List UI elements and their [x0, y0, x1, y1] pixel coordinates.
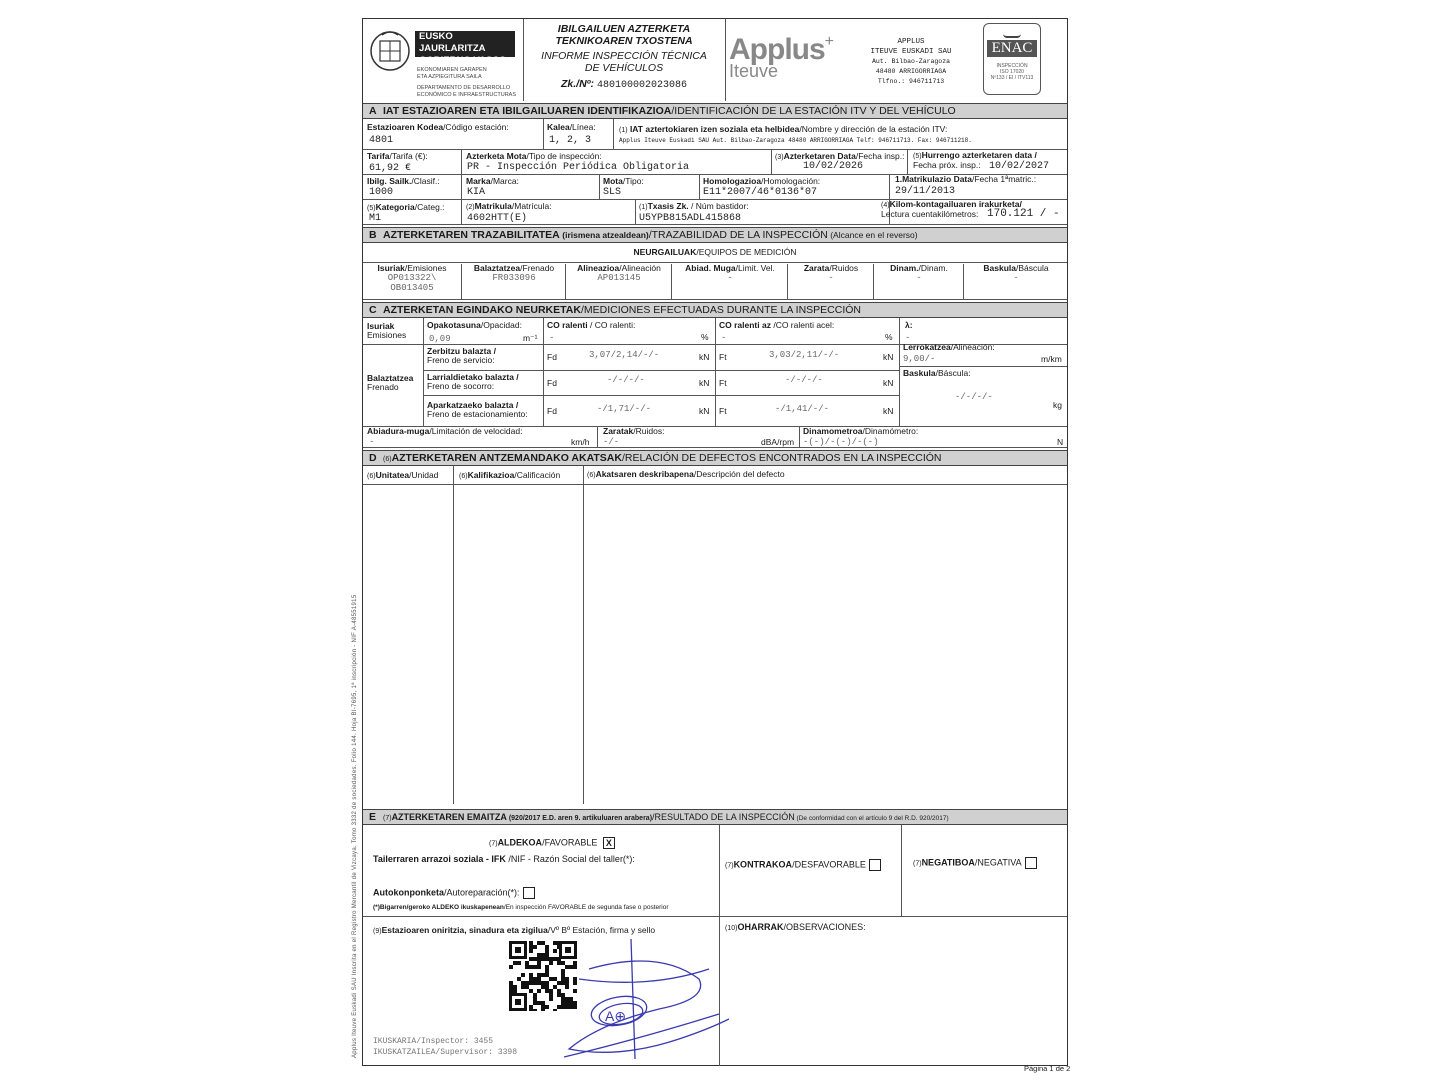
- defect-unit-header: (6)Unitatea/Unidad: [367, 470, 439, 480]
- insp-type-label: Azterketa Mota/Tipo de inspección:: [466, 151, 602, 161]
- type-label: Mota/Tipo:: [603, 176, 644, 186]
- applus-logo: [729, 33, 834, 82]
- basque-gov-logo-icon: [368, 27, 412, 73]
- emergency-fd-unit: kN: [699, 378, 710, 388]
- company4: 48480 ARRIGORRIAGA: [875, 68, 947, 75]
- co-acel-value: -: [721, 333, 727, 343]
- next-date-label: (5)Hurrengo azterketaren data / Fecha próx. insp.:: [913, 150, 1037, 170]
- scale-label: Baskula/Báscula:: [903, 368, 971, 378]
- dept2b: ECONÓMICO E INFRAESTRUCTURAS: [417, 92, 517, 98]
- title-es1: INFORME INSPECCIÓN TÉCNICA: [541, 50, 707, 62]
- service-ft-unit: kN: [883, 352, 894, 362]
- parking-ft-unit: kN: [883, 406, 894, 416]
- equipment-col-value1: FR033096: [492, 273, 536, 283]
- service-fd: Fd: [547, 352, 557, 362]
- observations-label: (10)OHARRAK/OBSERVACIONES:: [725, 922, 866, 932]
- section-e-sup: (7): [383, 815, 392, 822]
- plate-value: 4602HTT(E): [467, 213, 528, 224]
- equipment-col-label: Zarata/Ruidos: [803, 263, 859, 273]
- company2: ITEUVE EUSKADI SAU: [870, 48, 952, 56]
- class-label: Ibilg. Sailk./Clasif.:: [367, 176, 440, 186]
- equipment-col-value1: -: [828, 273, 834, 283]
- equipment-col-label: Alineazioa/Alineación: [577, 263, 661, 273]
- brake-label: Balaztatzea Frenado: [367, 373, 414, 392]
- emergency-ft: Ft: [719, 378, 727, 388]
- tariff-value: 61,92 €: [369, 163, 412, 174]
- applus-logo-text: Applus: [729, 33, 825, 66]
- noise-unit: dBA/rpm: [761, 437, 795, 447]
- emergency-fd-value: -/-/-/-: [607, 375, 645, 385]
- km-label: (4)Kilom-kontagailuaren irakurketa/ Lectura cuentakilómetros:: [881, 199, 1022, 219]
- applus-plus-icon: +: [824, 33, 835, 50]
- scale-unit: kg: [1053, 400, 1062, 410]
- section-b-title-small: (irismena atzealdean): [562, 230, 649, 240]
- dept2a: DEPARTAMENTO DE DESARROLLO: [417, 85, 511, 91]
- enac-crown-icon: [1003, 28, 1021, 38]
- title-eu2: TEKNIKOAREN TXOSTENA: [555, 35, 693, 47]
- class-value: 1000: [369, 187, 394, 198]
- parking-ft: Ft: [719, 406, 727, 416]
- section-b-subtitle-small: (Alcance en el reverso): [827, 230, 918, 240]
- section-b-subtitle: /TRAZABILIDAD DE LA INSPECCIÓN: [648, 229, 828, 241]
- enac-sub2: ISO 17020: [1000, 69, 1024, 75]
- dynamometer-value: -(-)/-(-)/-(-): [803, 437, 879, 447]
- section-b-letter: B: [369, 229, 377, 241]
- enac-sub3: Nº133 / EI / ITV113: [990, 75, 1034, 81]
- signature-stamp-icon: [559, 939, 729, 1069]
- service-ft: Ft: [719, 352, 727, 362]
- section-c-header: [363, 302, 1067, 318]
- next-date-value: 10/02/2027: [989, 161, 1050, 172]
- section-d-letter: D: [369, 452, 377, 464]
- unfavorable-checkbox[interactable]: [869, 859, 881, 871]
- service-brake-label: Zerbitzu balazta / Freno de servicio:: [427, 346, 496, 365]
- line-label: Kalea/Línea:: [547, 122, 596, 132]
- defect-grade-header: (6)Kalifikazioa/Calificación: [459, 470, 561, 480]
- section-d-sup: (6): [383, 456, 392, 463]
- homolog-value: E11*2007/46*0136*07: [703, 187, 818, 198]
- unfavorable-option[interactable]: (7)KONTRAKOA/DESFAVORABLE: [725, 859, 881, 871]
- side-legal-text: Applus Iteuve Euskadi SAU Inscrita en el Registro Mercantil de Vizcaya. Tomo 3332 de sociedades. Folio 144. Hoja BI-7695, 1ª inscripción - NIF A-48551915: [352, 594, 358, 1058]
- opacity-label: Opakotasuna/Opacidad:: [427, 320, 522, 330]
- equipment-col-4: [787, 264, 874, 299]
- enac-text: ENAC: [987, 40, 1037, 57]
- company1: APPLUS: [897, 38, 925, 46]
- equipment-title: NEURGAILUAK/EQUIPOS DE MEDICIÓN: [633, 247, 797, 257]
- opacity-value: 0,09: [429, 334, 451, 344]
- parking-fd-unit: kN: [699, 406, 710, 416]
- section-a-letter: A: [369, 105, 377, 117]
- dept1b: ETA AZPIEGITURA SAILA: [417, 74, 482, 80]
- km-value: 170.121 / -: [987, 208, 1060, 220]
- parking-fd: Fd: [547, 406, 557, 416]
- enac-sub1: INSPECCIÓN: [996, 63, 1028, 69]
- gov-name-box: [415, 31, 515, 66]
- section-e-letter: E: [369, 811, 377, 823]
- workshop-label: Tailerraren arrazoi soziala - IFK /NIF - Razón Social del taller(*):: [373, 854, 635, 864]
- equipment-col-label: Abiad. Muga/Limit. Vel.: [685, 263, 775, 273]
- report-title: [525, 23, 723, 92]
- section-a-subtitle: /IDENTIFICACIÓN DE LA ESTACIÓN ITV Y DEL VEHÍCULO: [671, 105, 956, 117]
- emissions-label: Isuriak Emisiones: [367, 321, 407, 340]
- equipment-col-value1: OP013322\: [387, 273, 437, 283]
- favorable-checkbox[interactable]: X: [603, 837, 615, 849]
- lambda-label: λ:: [905, 320, 913, 330]
- applus-sub: Iteuve: [729, 61, 779, 81]
- page-number: Página 1 de 2: [1024, 1064, 1071, 1073]
- company-info: [851, 37, 971, 87]
- scale-value: -/-/-/-: [955, 392, 993, 402]
- lambda-value: -: [905, 333, 911, 343]
- favorable-note: (*)Bigarren/geroko ALDEKO ikuskapenean/En inspección FAVORABLE de segunda fase o posterior: [373, 904, 669, 911]
- inspector-line: IKUSKARIA/Inspector: 3455: [373, 1037, 494, 1046]
- parking-ft-value: -/1,41/-/-: [775, 404, 830, 414]
- equipment-col-1: [461, 264, 566, 299]
- section-e-title-small: (920/2017 E.D. aren 9. artikuluaren arabera): [506, 815, 653, 822]
- dynamometer-label: Dinamometroa/Dinamómetro:: [803, 426, 919, 436]
- insp-date-label: (3)Azterketaren Data/Fecha insp.:: [775, 151, 905, 161]
- equipment-col-value1: AP013145: [597, 273, 641, 283]
- emergency-ft-value: -/-/-/-: [785, 375, 823, 385]
- section-b-title: AZTERKETAREN TRAZABILITATEA: [383, 229, 563, 241]
- equipment-col-label: Isuriak/Emisiones: [377, 263, 447, 273]
- speed-unit: km/h: [571, 437, 590, 447]
- brand-value: KIA: [467, 187, 486, 198]
- reg-date-label: 1.Matrikulazio Data/Fecha 1ªmatric.:: [895, 174, 1037, 184]
- section-b-header: [363, 227, 1067, 243]
- insp-date-value: 10/02/2026: [803, 161, 864, 172]
- alignment-label: Lerrokatzea/Alineación:: [903, 342, 995, 352]
- category-value: M1: [369, 213, 382, 224]
- equipment-col-label: Baskula/Báscula: [983, 263, 1049, 273]
- zk-label: Zk./Nº:: [561, 78, 595, 90]
- equipment-col-label: Balaztatzea/Frenado: [473, 263, 555, 273]
- section-e-header: [363, 809, 1067, 825]
- alignment-value: 9,00/-: [903, 354, 936, 364]
- negative-option[interactable]: (7)NEGATIBOA/NEGATIVA: [913, 857, 1037, 869]
- equipment-col-value1: -: [727, 273, 733, 283]
- autorepair-option[interactable]: Autokonponketa/Autoreparación(*):: [373, 887, 535, 899]
- gov-line1: EUSKO JAURLARITZA: [419, 31, 486, 54]
- zk-value: 480100002023086: [596, 80, 687, 91]
- equipment-col-value2: OB013405: [390, 283, 434, 293]
- title-eu1: IBILGAILUEN AZTERKETA: [557, 23, 691, 35]
- header: [363, 19, 1067, 101]
- section-e-subtitle: /RESULTADO DE LA INSPECCIÓN: [652, 812, 795, 822]
- equipment-col-2: [565, 264, 672, 299]
- section-c-subtitle: /MEDICIONES EFECTUADAS DURANTE LA INSPECCIÓN: [580, 304, 861, 316]
- svg-text:A⊕: A⊕: [605, 1008, 627, 1024]
- company5: Tlfno.: 946711713: [877, 78, 945, 85]
- insp-type-value: PR - Inspección Periódica Obligatoria: [467, 162, 690, 173]
- defect-desc-header: (6)Akatsaren deskribapena/Descripción del defecto: [587, 469, 785, 479]
- station-name-label: (1) IAT aztertokiaren izen soziala eta helbidea/Nombre y dirección de la estación ITV:: [619, 124, 948, 134]
- station-code-label: Estazioaren Kodea/Código estación:: [367, 122, 509, 132]
- section-c-letter: C: [369, 304, 377, 316]
- dynamometer-unit: N: [1057, 437, 1064, 447]
- inspector-info: [373, 1036, 517, 1058]
- equipment-col-6: [963, 264, 1068, 299]
- vin-value: U5YPB815ADL415868: [639, 213, 742, 224]
- reg-date-value: 29/11/2013: [895, 186, 956, 197]
- co-unit: %: [701, 332, 709, 342]
- enac-logo: [983, 23, 1041, 95]
- section-e-title: AZTERKETAREN EMAITZA: [391, 812, 507, 822]
- title-es2: DE VEHÍCULOS: [584, 62, 664, 74]
- inspection-report: [362, 18, 1068, 1066]
- favorable-option[interactable]: (7)ALDEKOA/FAVORABLE X: [489, 837, 615, 849]
- supervisor-line: IKUSKATZAILEA/Supervisor: 3398: [373, 1048, 518, 1057]
- type-value: SLS: [603, 187, 622, 198]
- equipment-col-0: [363, 264, 461, 299]
- category-label: (5)Kategoria/Categ.:: [367, 202, 445, 212]
- section-d-title: AZTERKETAREN ANTZEMANDAKO AKATSAK: [391, 452, 622, 464]
- service-fd-unit: kN: [699, 352, 710, 362]
- emergency-fd: Fd: [547, 378, 557, 388]
- station-stamp-label: (9)Estazioaren oniritzia, sinadura eta zigilua/Vº Bº Estación, firma y sello: [373, 925, 656, 935]
- line-value: 1, 2, 3: [549, 135, 592, 146]
- dept1a: EKONOMIAREN GARAPEN: [417, 67, 487, 73]
- speed-label: Abiadura-muga/Limitación de velocidad:: [367, 426, 523, 436]
- co-acel-unit: %: [885, 332, 893, 342]
- autorepair-checkbox[interactable]: [523, 887, 535, 899]
- equipment-col-5: [873, 264, 964, 299]
- opacity-unit: m⁻¹: [523, 333, 538, 343]
- vin-label: (1)Txasis Zk. / Núm bastidor:: [639, 201, 749, 211]
- section-a-header: [363, 103, 1067, 119]
- equipment-col-value1: -: [916, 273, 922, 283]
- emergency-ft-unit: kN: [883, 378, 894, 388]
- station-code-value: 4801: [369, 135, 394, 146]
- homolog-label: Homologazioa/Homologación:: [703, 176, 821, 186]
- co-acel-label: CO ralenti az /CO ralenti acel:: [719, 320, 835, 330]
- brand-label: Marka/Marca:: [466, 176, 519, 186]
- service-fd-value: 3,07/2,14/-/-: [589, 350, 660, 360]
- emergency-brake-label: Larrialdietako balazta / Freno de socorro:: [427, 372, 519, 391]
- section-c-title: AZTERKETAN EGINDAKO NEURKETAK: [383, 304, 581, 316]
- service-ft-value: 3,03/2,11/-/-: [769, 350, 840, 360]
- alignment-unit: m/km: [1041, 354, 1062, 364]
- section-e-subtitle-small: (De conformidad con el artículo 9 del R.D. 920/2017): [794, 815, 949, 822]
- parking-brake-label: Aparkatzaeko balazta / Freno de estacionamiento:: [427, 400, 528, 419]
- plate-label: (2)Matrikula/Matrícula:: [466, 201, 552, 211]
- negative-checkbox[interactable]: [1025, 857, 1037, 869]
- speed-value: -: [369, 437, 375, 447]
- co-value: -: [549, 333, 555, 343]
- station-name-value: Applus Iteuve Euskadi SAU Aut. Bilbao-Zaragoza 48480 ARRIGORRIAGA Telf: 946711713. Fax: 946711218.: [619, 137, 972, 144]
- noise-value: -/-: [603, 437, 620, 447]
- section-a-title: IAT ESTAZIOAREN ETA IBILGAILUAREN IDENTIFIKAZIOA: [383, 105, 672, 117]
- noise-label: Zaratak/Ruidos:: [603, 426, 665, 436]
- dept-text: [417, 67, 516, 99]
- equipment-col-3: [671, 264, 788, 299]
- equipment-col-value1: -: [1013, 273, 1019, 283]
- gov-line2: GOBIERNO VASCO: [419, 55, 507, 66]
- parking-fd-value: -/1,71/-/-: [597, 404, 652, 414]
- company3: Aut. Bilbao-Zaragoza: [871, 58, 950, 65]
- co-label: CO ralenti / CO ralenti:: [547, 320, 636, 330]
- section-d-subtitle: /RELACIÓN DE DEFECTOS ENCONTRADOS EN LA INSPECCIÓN: [621, 452, 942, 464]
- section-d-header: [363, 450, 1067, 466]
- equipment-col-label: Dinam./Dinam.: [890, 263, 948, 273]
- tariff-label: Tarifa/Tarifa (€):: [367, 151, 428, 161]
